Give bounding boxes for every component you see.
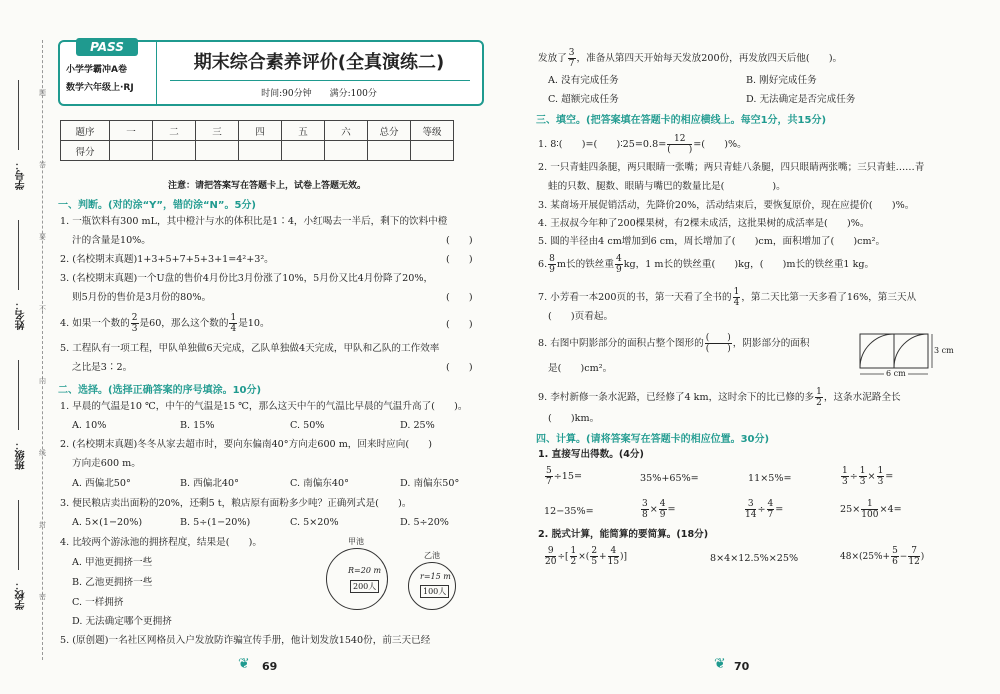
pool-b-name: 乙池	[424, 551, 440, 560]
answer-paren[interactable]: ( )	[446, 292, 473, 303]
fill-q8-cont: 是( )cm²。	[548, 363, 613, 374]
pool-b-people: 100人	[420, 585, 449, 598]
calc-expression-2: 8×4×12.5%×25%	[710, 553, 799, 564]
fraction: $\frac{1}{4}$	[733, 287, 740, 308]
fraction: $\frac{7}{12}$	[908, 546, 920, 567]
choice-q5: 5. (原创题)一名社区网格员入户发放防诈骗宣传手册，他计划发放1540份，前三天已经	[60, 635, 431, 646]
text: 是60，那么这个数的	[139, 318, 229, 329]
text: 1. 8∶( )=( )∶25=0.8=	[538, 139, 667, 150]
choice-q2: 2. (名校期末真题)冬冬从家去超市时，要向东偏南40°方向走600 m，回来时应向( )	[60, 439, 433, 450]
text: =( )%。	[693, 139, 747, 150]
fraction: $\frac{1}{3}$	[859, 466, 866, 487]
fraction: $\frac{4}{7}$	[767, 499, 774, 520]
pool-a-figure	[326, 536, 390, 606]
fill-q6	[538, 254, 874, 275]
judge-q1-cont: 汁的含量是10%。	[72, 235, 151, 246]
margin-char: 要	[39, 233, 46, 241]
fill-q3: 3. 某商场开展促销活动，先降价20%，活动结束后，要恢复原价，现在应提价( )%。	[538, 200, 915, 211]
fraction: $\frac{4}{9}$	[659, 499, 666, 520]
choice-option[interactable]: A. 西偏北50°	[72, 478, 131, 489]
choice-q5-cont	[538, 48, 842, 69]
class-label: 班级：	[16, 440, 27, 470]
class-blank[interactable]	[18, 360, 19, 430]
choice-option[interactable]: B. 乙池更拥挤一些	[72, 577, 153, 588]
calc-expression-3: 48×(25%+ $\frac{5}{6}$ − $\frac{7}{12}$ )	[840, 546, 925, 567]
fraction: $\frac{1}{2}$	[570, 546, 577, 567]
calc-item: $\frac{3}{8}$ × $\frac{4}{9}$ =	[642, 499, 676, 520]
text: 6.	[538, 259, 548, 270]
table-cell: 四	[239, 121, 282, 141]
pass-logo: PASS	[76, 38, 138, 56]
judge-q3-cont: 则5月份的售价是3月份的80%。	[72, 292, 212, 303]
binding-margin	[4, 0, 50, 694]
fill-q8	[538, 333, 809, 354]
answer-paren[interactable]: ( )	[446, 362, 473, 373]
name-blank[interactable]	[18, 220, 19, 290]
margin-char: 密	[39, 593, 46, 601]
judge-q4	[60, 313, 270, 334]
fraction: $\frac{9}{20}$	[545, 546, 557, 567]
choice-option[interactable]: B. 5÷(1−20%)	[180, 517, 251, 528]
choice-option[interactable]: A. 甲池更拥挤一些	[72, 557, 153, 568]
choice-option[interactable]: A. 10%	[72, 420, 107, 431]
fraction: $\frac{4}{15}$	[607, 546, 620, 567]
choice-option[interactable]: C. 一样拥挤	[72, 597, 124, 608]
choice-option[interactable]: D. 无法确定是否完成任务	[746, 94, 856, 105]
exam-meta: 时间:90分钟 满分:100分	[261, 89, 377, 99]
answer-paren[interactable]: ( )	[446, 254, 473, 265]
shaded-area-figure	[856, 330, 956, 380]
fraction: $\frac{3}{8}$	[642, 499, 648, 520]
text: ×4=	[879, 504, 902, 515]
leaf-icon: ❦	[238, 656, 250, 672]
fraction: $\frac{2}{3}$	[131, 313, 138, 334]
fraction: $\frac{5}{6}$	[892, 546, 898, 567]
table-cell: 题序	[61, 121, 110, 141]
score-value-row	[61, 141, 454, 161]
table-cell: 五	[282, 121, 325, 141]
judge-q5: 5. 工程队有一项工程，甲队单独做6天完成，乙队单独做4天完成，甲队和乙队的工作效率	[60, 343, 440, 354]
calc-item: $\frac{3}{14}$ ÷ $\frac{4}{7}$ =	[745, 499, 784, 520]
table-cell: 得分	[61, 141, 110, 161]
page-number: 70	[734, 660, 750, 673]
notice: 注意：请把答案写在答题卡上，试卷上答题无效。	[168, 181, 367, 191]
margin-char: 不	[39, 305, 46, 313]
text: 8. 右图中阴影部分的面积占整个图形的	[538, 338, 704, 349]
fill-q9-cont: ( )km。	[548, 413, 600, 424]
score-cell[interactable]	[153, 141, 196, 161]
calc-item: 35%+65%=	[640, 473, 699, 484]
fill-q2: 2. 一只青蛙四条腿，两只眼睛一张嘴；两只青蛙八条腿，四只眼睛两张嘴；三只青蛙……青	[538, 162, 925, 173]
grade-label: 数学六年级上·RJ	[66, 83, 134, 93]
page-number: 69	[262, 660, 278, 673]
calc-item: 11×5%=	[748, 473, 792, 484]
choice-q4: 4. 比较两个游泳池的拥挤程度，结果是( )。	[60, 537, 262, 548]
choice-option[interactable]: B. 15%	[180, 420, 215, 431]
score-cell[interactable]	[325, 141, 368, 161]
choice-option[interactable]: C. 5×20%	[290, 517, 339, 528]
text: 是10。	[238, 318, 270, 329]
judge-q5-cont: 之比是3∶2。	[72, 362, 133, 373]
fraction: $\frac{5}{7}$	[546, 466, 552, 487]
table-cell: 一	[110, 121, 153, 141]
score-header-row	[61, 121, 454, 141]
pool-a-name: 甲池	[348, 537, 364, 546]
score-cell[interactable]	[239, 141, 282, 161]
score-cell[interactable]	[368, 141, 411, 161]
choice-option[interactable]: A. 没有完成任务	[548, 75, 619, 86]
fraction: $\frac{( )}{( )}$	[705, 333, 731, 354]
fill-q2-cont: 蛙的只数、腿数、眼睛与嘴巴的数量比是( )。	[548, 181, 786, 192]
table-cell: 三	[196, 121, 239, 141]
calc-part1-title: 1. 直接写出得数。(4分)	[538, 449, 644, 460]
fraction: $\frac{12}{( )}$	[667, 134, 693, 155]
name-label: 姓名：	[16, 300, 27, 330]
section-choice-title: 二、选择。(选择正确答案的序号填涂。10分)	[58, 385, 262, 396]
fraction: $\frac{1}{3}$	[877, 466, 884, 487]
school-blank[interactable]	[18, 500, 19, 570]
text: 发放了	[538, 53, 567, 64]
choice-option[interactable]: D. 南偏东50°	[400, 478, 460, 489]
score-cell[interactable]	[110, 141, 153, 161]
calc-item: $\frac{1}{3}$ ÷ $\frac{1}{3}$ × $\frac{1}{3}$ =	[842, 466, 894, 487]
choice-option[interactable]: C. 超额完成任务	[548, 94, 619, 105]
fraction: $\frac{1}{3}$	[842, 466, 848, 487]
answer-paren[interactable]: ( )	[446, 235, 473, 246]
choice-option[interactable]: A. 5×(1−20%)	[72, 517, 143, 528]
score-cell[interactable]	[196, 141, 239, 161]
choice-q3: 3. 便民粮店卖出面粉的20%，还剩5 t，粮店原有面粉多少吨？正确列式是( )。	[60, 498, 412, 509]
section-calc-title: 四、计算。(请将答案写在答题卡的相应位置。30分)	[536, 434, 770, 445]
fill-q9	[538, 387, 901, 408]
choice-q2-cont: 方向走600 m。	[72, 458, 141, 469]
figure-height-label: 3 cm	[934, 346, 954, 355]
cut-line	[42, 40, 43, 660]
text: ，这条水泥路全长	[823, 392, 901, 403]
text: ，准备从第四天开始每天发放200份，再发放四天后他( )。	[576, 53, 843, 64]
series-name: 小学学霸冲A卷	[66, 65, 127, 75]
text: 25×	[840, 504, 861, 515]
text: kg，1 m长的铁丝重( )kg，( )m长的铁丝重1 kg。	[623, 259, 875, 270]
school-label: 学校：	[16, 580, 27, 610]
text: 7. 小芳看一本200页的书，第一天看了全书的	[538, 292, 732, 303]
text: ÷15=	[553, 471, 583, 482]
judge-q2: 2. (名校期末真题)1+3+5+7+5+3+1=4²+3²。	[60, 254, 274, 265]
figure-width-label: 6 cm	[886, 369, 906, 378]
choice-q1: 1. 早晨的气温是10 ℃，中午的气温是15 ℃，那么这天中午的气温比早晨的气温升高了( )。	[60, 401, 468, 412]
margin-char: 内	[39, 377, 46, 385]
fill-q5: 5. 圆的半径由4 cm增加到6 cm，周长增加了( )cm，面积增加了( )cm²。	[538, 236, 886, 247]
fraction: $\frac{8}{9}$	[549, 254, 555, 275]
answer-paren[interactable]: ( )	[446, 319, 473, 330]
text: ，第二天比第一天多看了16%，第三天从	[741, 292, 917, 303]
score-cell[interactable]	[411, 141, 454, 161]
text: ，阴影部分的面积	[732, 338, 810, 349]
score-table	[60, 120, 454, 161]
choice-option[interactable]: D. 5÷20%	[400, 517, 449, 528]
table-cell: 等级	[411, 121, 454, 141]
judge-q1: 1. 一瓶饮料有300 mL，其中橙汁与水的体积比是1∶4，小红喝去一半后，剩下的饮料中橙	[60, 216, 448, 227]
choice-option[interactable]: C. 50%	[290, 420, 325, 431]
right-page	[500, 0, 1000, 694]
calc-item: 12−35%=	[544, 506, 594, 517]
page-title: 期末综合素养评价(全真演练二)	[193, 52, 445, 73]
section-judge-title: 一、判断。(对的涂“Y”，错的涂“N”。5分)	[58, 200, 256, 211]
margin-char: 线	[39, 449, 46, 457]
margin-char: 题	[39, 89, 46, 97]
leaf-icon: ❦	[714, 656, 726, 672]
choice-option[interactable]: D. 25%	[400, 420, 435, 431]
pool-b-radius: r=15 m	[420, 572, 451, 581]
student-id-blank[interactable]	[18, 80, 19, 150]
choice-option[interactable]: B. 刚好完成任务	[746, 75, 817, 86]
fill-q7-cont: ( )页看起。	[548, 311, 614, 322]
choice-option[interactable]: C. 南偏东40°	[290, 478, 349, 489]
table-cell: 总分	[368, 121, 411, 141]
text: 4. 如果一个数的	[60, 318, 130, 329]
choice-option[interactable]: B. 西偏北40°	[180, 478, 239, 489]
fraction: $\frac{1}{4}$	[230, 313, 237, 334]
pool-a-people: 200人	[350, 580, 379, 593]
score-cell[interactable]	[282, 141, 325, 161]
margin-char: 答	[39, 161, 46, 169]
fraction: $\frac{3}{14}$	[745, 499, 757, 520]
calc-item	[840, 499, 902, 520]
choice-option[interactable]: D. 无法确定哪个更拥挤	[72, 616, 172, 627]
pool-a-radius: R=20 m	[348, 566, 382, 575]
table-cell: 六	[325, 121, 368, 141]
exam-header	[58, 40, 484, 106]
fraction: $\frac{3}{7}$	[568, 48, 575, 69]
text: m长的铁丝重	[556, 259, 614, 270]
fraction: $\frac{1}{2}$	[816, 387, 822, 408]
pool-b-figure	[408, 550, 464, 606]
calc-expression-1: $\frac{9}{20}$ ÷[ $\frac{1}{2}$ ×( $\frac{2}{5}$ + $\frac{4}{15}$ )]	[545, 546, 628, 567]
fill-q1	[538, 134, 747, 155]
section-fill-title: 三、填空。(把答案填在答题卡的相应横线上。每空1分，共15分)	[536, 115, 827, 126]
calc-item	[544, 466, 582, 487]
student-id-label: 学号：	[16, 160, 27, 190]
margin-char: 封	[39, 521, 46, 529]
fraction: $\frac{4}{9}$	[615, 254, 622, 275]
fraction: $\frac{1}{100}$	[861, 499, 879, 520]
fraction: $\frac{2}{5}$	[591, 546, 598, 567]
text: 9. 李村新修一条水泥路，已经修了4 km，这时余下的比已修的多	[538, 392, 815, 403]
judge-q3: 3. (名校期末真题)一个U盘的售价4月份比3月份涨了10%，5月份又比4月份降了20%，	[60, 273, 434, 284]
calc-part2-title: 2. 脱式计算，能简算的要简算。(18分)	[538, 529, 709, 540]
fill-q7	[538, 287, 916, 308]
table-cell: 二	[153, 121, 196, 141]
fill-q4: 4. 王叔叔今年种了200棵果树，有2棵未成活，这批果树的成活率是( )%。	[538, 218, 870, 229]
